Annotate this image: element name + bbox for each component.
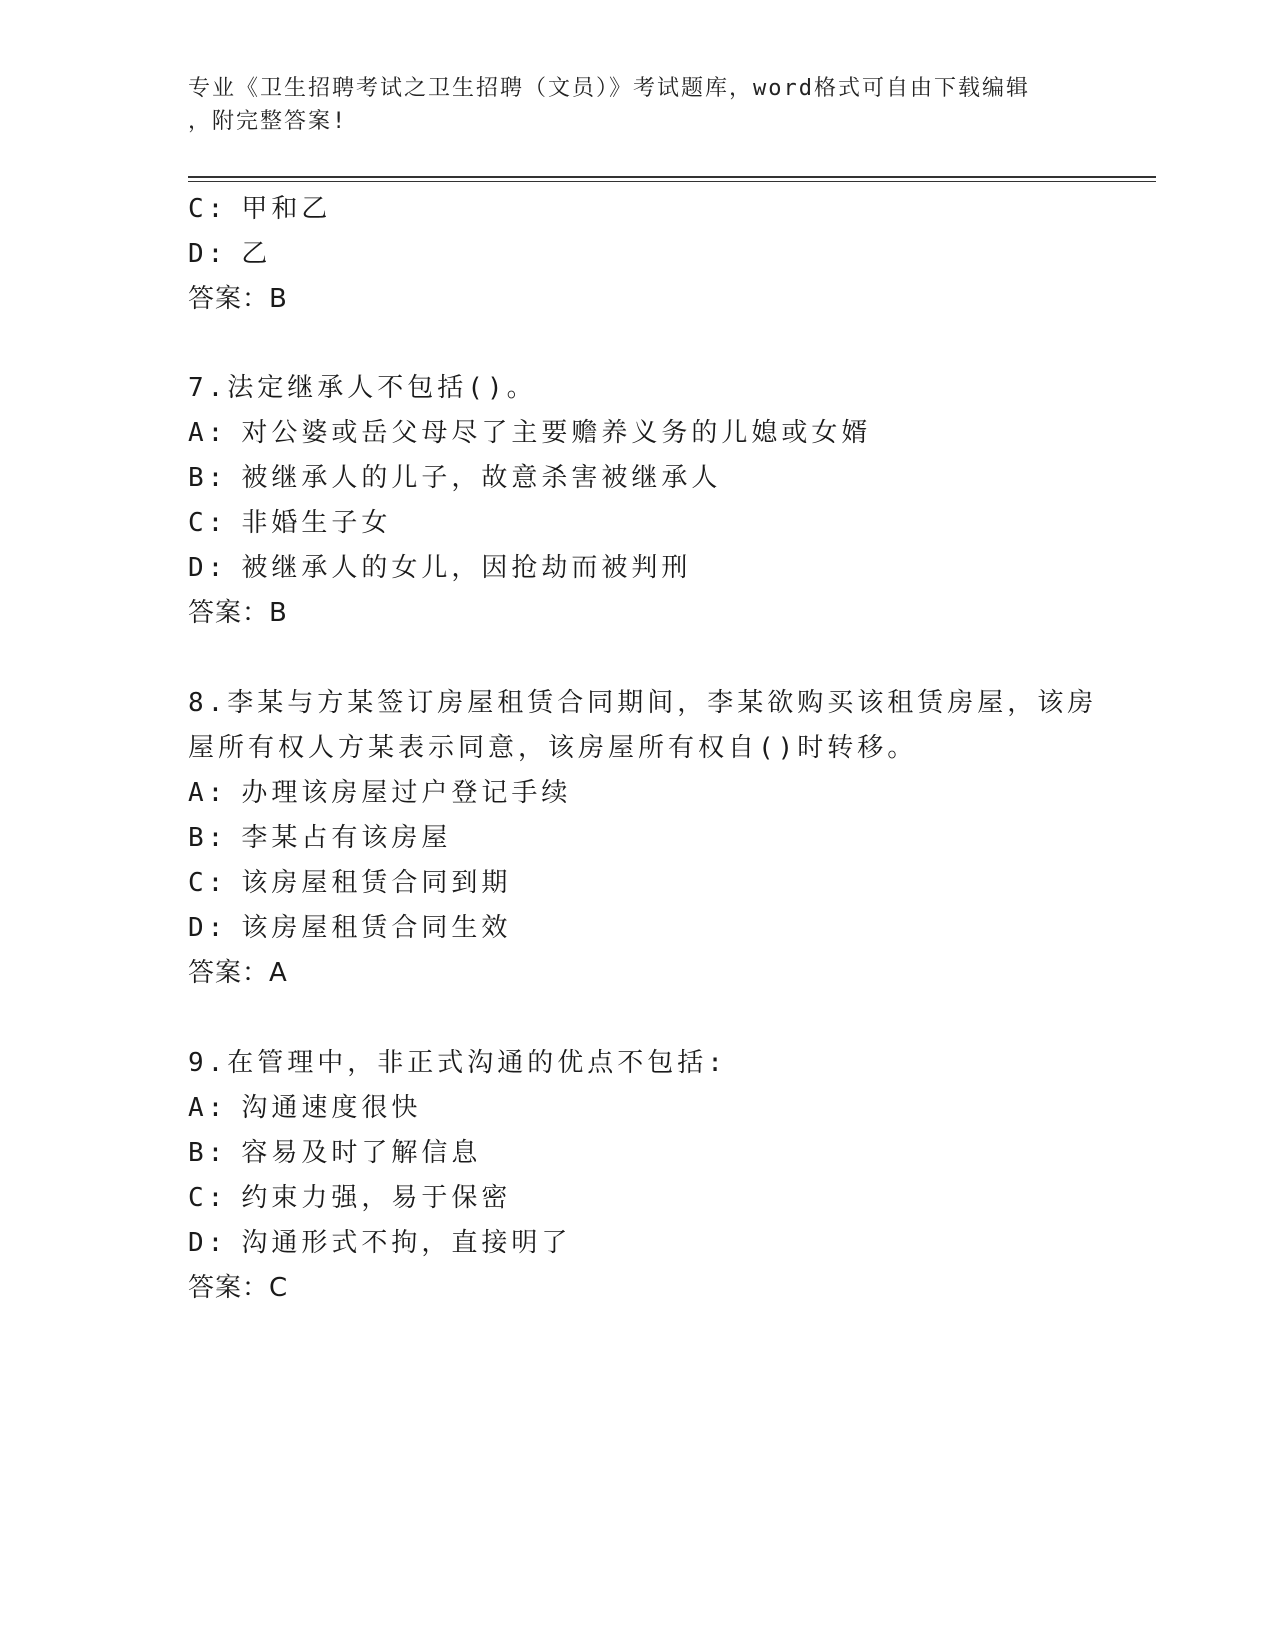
option-label: D: [188, 553, 228, 583]
option-line [188, 417, 871, 449]
answer-line: 答案：B [188, 598, 288, 628]
option-text: 对公婆或岳父母尽了主要赡养义务的儿媳或女婿 [241, 418, 872, 448]
option-text: 被继承人的女儿，因抢劫而被判刑 [241, 553, 692, 583]
option-line [188, 507, 391, 539]
answer-line: 答案：C [188, 1273, 289, 1303]
page-header [188, 72, 1068, 138]
option-line [188, 462, 721, 494]
option-line [188, 1182, 511, 1214]
option-text: 李某占有该房屋 [241, 823, 452, 853]
option-line [188, 912, 511, 944]
option-text: 沟通速度很快 [241, 1093, 422, 1123]
option-text: 沟通形式不拘，直接明了 [241, 1228, 572, 1258]
option-label: B: [188, 823, 228, 853]
option-label: A: [188, 418, 228, 448]
question-stem: 8.李某与方某签订房屋租赁合同期间，李某欲购买该租赁房屋，该房 [188, 688, 1098, 718]
option-label: D: [188, 1228, 228, 1258]
option-text: 乙 [241, 239, 272, 269]
option-line [188, 822, 451, 854]
option-label: C: [188, 508, 228, 538]
header-line: ，附完整答案! [188, 109, 348, 134]
option-text: 非婚生子女 [241, 508, 392, 538]
option-label: A: [188, 778, 228, 808]
option-label: C: [188, 194, 228, 224]
header-divider [188, 181, 1156, 182]
option-label: D: [188, 913, 228, 943]
option-text: 容易及时了解信息 [241, 1138, 482, 1168]
option-text: 该房屋租赁合同到期 [241, 868, 512, 898]
option-line [188, 1092, 421, 1124]
option-text: 被继承人的儿子，故意杀害被继承人 [241, 463, 722, 493]
answer-line: 答案：A [188, 958, 288, 988]
option-line [188, 238, 271, 270]
option-label: C: [188, 1183, 228, 1213]
option-line [188, 193, 331, 225]
option-line [188, 552, 691, 584]
answer-line: 答案：B [188, 284, 288, 314]
header-line: 专业《卫生招聘考试之卫生招聘（文员）》考试题库，word格式可自由下载编辑 [188, 76, 1030, 101]
option-line [188, 1227, 571, 1259]
question-stem: 7.法定继承人不包括()。 [188, 373, 537, 403]
question-stem: 屋所有权人方某表示同意，该房屋所有权自()时转移。 [188, 733, 918, 763]
option-label: B: [188, 1138, 228, 1168]
option-text: 甲和乙 [241, 194, 332, 224]
option-text: 办理该房屋过户登记手续 [241, 778, 572, 808]
option-label: D: [188, 239, 228, 269]
option-line [188, 777, 571, 809]
option-line [188, 867, 511, 899]
option-line [188, 1137, 481, 1169]
option-text: 约束力强，易于保密 [241, 1183, 512, 1213]
header-divider [188, 176, 1156, 178]
option-label: B: [188, 463, 228, 493]
question-stem: 9.在管理中，非正式沟通的优点不包括: [188, 1048, 727, 1078]
option-label: A: [188, 1093, 228, 1123]
option-text: 该房屋租赁合同生效 [241, 913, 512, 943]
option-label: C: [188, 868, 228, 898]
